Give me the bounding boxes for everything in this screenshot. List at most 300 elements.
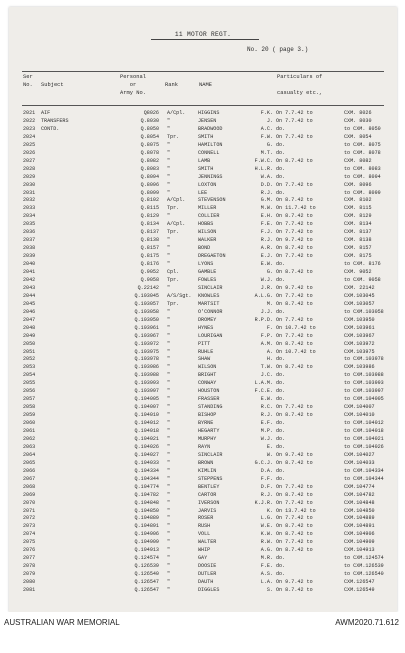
table-row <box>9 309 397 317</box>
cell-on: On 7.7.42 to <box>276 221 313 228</box>
cell-on: do. <box>276 388 286 395</box>
cell-name: FOWLES <box>198 276 217 283</box>
cell-on: On 8.7.42 to <box>276 300 313 307</box>
cell-init: D.F. <box>260 483 273 490</box>
cell-rank: " <box>167 141 171 148</box>
table-row <box>9 190 397 198</box>
cell-rank: " <box>167 467 171 474</box>
cell-cxm: to CXM. 8176 <box>344 261 381 268</box>
cell-init: E.H. <box>260 213 273 220</box>
cell-army: Q.103967 <box>134 332 159 339</box>
cell-rank: " <box>167 356 171 363</box>
cell-name: DUTLER <box>198 571 217 578</box>
cell-name: WHIP <box>198 547 211 554</box>
cell-army: Q.104344 <box>134 475 159 482</box>
cell-init: A.C. <box>260 125 273 132</box>
cell-name: HEGARTY <box>198 428 220 434</box>
cell-rank: " <box>167 499 171 506</box>
cell-army: Q.8138 <box>140 237 159 244</box>
table-row <box>9 571 397 579</box>
cell-on: On 8.7.42 to <box>276 245 313 252</box>
cell-ser: 2056 <box>23 388 36 395</box>
cell-cxm: CXM.103972 <box>344 340 375 347</box>
cell-on: On 7.7.42 to <box>276 117 313 124</box>
table-row <box>9 269 397 277</box>
table-row <box>9 484 397 492</box>
cell-name: SMITH <box>198 133 214 140</box>
cell-rank: " <box>167 173 171 180</box>
cell-init: L.A. <box>260 579 273 586</box>
cell-rank: A/S/Sgt. <box>167 292 192 299</box>
cell-army: Q.8075 <box>140 141 159 148</box>
cell-cxm: to CXM.104012 <box>344 420 384 427</box>
cell-army: Q.103993 <box>134 380 159 387</box>
table-row <box>9 539 397 547</box>
cell-on: On 8.7.42 to <box>276 547 313 554</box>
cell-on: On 8.7.42 to <box>276 157 313 164</box>
cell-init: R.J. <box>260 412 273 419</box>
table-row <box>9 158 397 166</box>
cell-on: On 8.7.42 to <box>276 587 313 593</box>
cell-army: Q.8030 <box>140 117 159 124</box>
table-row <box>9 150 397 158</box>
cell-cxm: to CXM. 8078 <box>344 149 381 156</box>
cell-name: PITT <box>198 340 211 347</box>
cell-army: Q.8129 <box>140 213 159 220</box>
cell-name: BRIGHT <box>198 372 217 379</box>
cell-cxm: CXM.104909 <box>344 539 375 546</box>
cell-init: R.J. <box>260 189 273 196</box>
col-name: NAME <box>199 82 212 88</box>
cell-on: do. <box>276 261 286 268</box>
cell-ser: 2058 <box>23 404 36 411</box>
cell-cxm: CXM.104891 <box>344 523 375 530</box>
cell-ser: 2060 <box>23 420 36 427</box>
cell-cxm: CXM.126547 <box>344 579 375 586</box>
cell-cxm: CXM. 8115 <box>344 205 372 212</box>
cell-on: do. <box>276 149 286 156</box>
cell-army: Q.104005 <box>134 396 159 403</box>
cell-ser: 2073 <box>23 523 36 530</box>
cell-name: SMITH <box>198 165 214 172</box>
cell-ser: 2065 <box>23 459 36 466</box>
cell-on: do. <box>276 428 286 434</box>
table-row <box>9 579 397 587</box>
cell-ser: 2051 <box>23 348 36 355</box>
cell-name: DROMEY <box>198 316 217 323</box>
cell-cxm: CXM.104007 <box>344 404 375 411</box>
cell-rank: " <box>167 396 171 403</box>
cell-ser: 2064 <box>23 451 36 458</box>
table-row <box>9 221 397 229</box>
cell-ser: 2024 <box>23 133 36 140</box>
cell-ser: 2079 <box>23 571 36 578</box>
cell-on: On 8.7.42 to <box>276 531 313 538</box>
cell-cxm: CXM. 8054 <box>344 133 372 140</box>
cell-name: HOUSTON <box>198 388 220 395</box>
cell-ser: 2077 <box>23 555 36 562</box>
cell-rank: " <box>167 579 171 586</box>
page-number: No. 20 ( page 3.) <box>247 46 309 53</box>
cell-cxm: to CXM.124574 <box>344 555 384 562</box>
cell-ser: 2074 <box>23 531 36 538</box>
col-particulars-line2: casualty etc., <box>277 90 323 96</box>
cell-init: R.C. <box>260 404 273 411</box>
cell-name: MURPHY <box>198 435 217 442</box>
cell-ser: 2068 <box>23 483 36 490</box>
cell-init: W. <box>266 451 273 458</box>
cell-on: do. <box>276 308 286 315</box>
cell-on: On 7.7.42 to <box>276 133 313 140</box>
col-particulars <box>277 73 322 97</box>
cell-on: On 8.7.42 to <box>276 459 313 466</box>
cell-army: Q.126547 <box>134 587 159 593</box>
cell-on: On 7.7.42 to <box>276 110 313 116</box>
cell-ser: 2069 <box>23 491 36 498</box>
cell-init: E.W. <box>260 396 273 403</box>
cell-rank: " <box>167 483 171 490</box>
cell-cxm: to CXM.103997 <box>344 388 384 395</box>
table-row <box>9 428 397 436</box>
table-row <box>9 245 397 253</box>
cell-on: do. <box>276 356 286 363</box>
cell-init: J.C. <box>260 372 273 379</box>
cell-ser: 2062 <box>23 435 36 442</box>
cell-name: MARTSIT <box>198 300 220 307</box>
cell-cxm: CXM.104850 <box>344 507 375 514</box>
cell-init: F.C.E. <box>254 388 273 395</box>
cell-ser: 2040 <box>23 261 36 268</box>
cell-cxm: to CXM.104344 <box>344 475 384 482</box>
cell-ser: 2043 <box>23 284 36 291</box>
cell-ser: 2042 <box>23 276 36 283</box>
cell-on: On 7.7.42 to <box>276 316 313 323</box>
cell-cxm: CXM. 22142 <box>344 284 375 291</box>
cell-ser: 2054 <box>23 372 36 379</box>
cell-ser: 2031 <box>23 189 36 196</box>
table-row <box>9 364 397 372</box>
cell-cxm: CXM. 8134 <box>344 221 372 228</box>
cell-cxm: to CXM.126540 <box>344 571 384 578</box>
cell-army: Q.9052 <box>140 269 159 275</box>
cell-on: On 7.7.42 to <box>276 515 313 522</box>
table-row <box>9 110 397 118</box>
table-row <box>9 420 397 428</box>
cell-army: Q.8082 <box>140 157 159 164</box>
cell-ser: 2041 <box>23 269 36 275</box>
table-row <box>9 412 397 420</box>
cell-init: A. <box>266 348 273 355</box>
cell-cxm: CXM.104010 <box>344 412 375 419</box>
document-title <box>9 31 397 38</box>
col-army-no <box>109 73 157 97</box>
cell-army: Q.104913 <box>134 547 159 554</box>
cell-init: A.R. <box>260 245 273 252</box>
cell-rank: " <box>167 117 171 124</box>
cell-rank: " <box>167 571 171 578</box>
cell-init: H.L.R. <box>254 165 273 172</box>
cell-init: L.G. <box>260 515 273 522</box>
cell-army: Q.104334 <box>134 467 159 474</box>
cell-ser: 2049 <box>23 332 36 339</box>
cell-on: On 8.7.42 to <box>276 340 313 347</box>
footer-accession: AWM2020.71.612 <box>335 618 399 627</box>
cell-cxm: CXM. 8082 <box>344 157 372 164</box>
cell-army: Q.8054 <box>140 133 159 140</box>
cell-army: Q.9058 <box>140 276 159 283</box>
cell-rank: " <box>167 404 171 411</box>
cell-cxm: to CXM.103978 <box>344 356 384 363</box>
cell-on: On 8.7.42 to <box>276 269 313 275</box>
cell-on: On 7.7.42 to <box>276 483 313 490</box>
cell-init: F.E. <box>260 563 273 570</box>
cell-cxm: CXM.104848 <box>344 499 375 506</box>
cell-army: Q8026 <box>143 110 159 116</box>
cell-army: Q.104026 <box>134 443 159 450</box>
cell-army: Q.8176 <box>140 261 159 268</box>
cell-init: F.F. <box>260 475 273 482</box>
cell-name: HYNES <box>198 324 214 331</box>
cell-ser: 2037 <box>23 237 36 244</box>
cell-init: K.W. <box>260 531 273 538</box>
cell-cxm: CXM. 8137 <box>344 229 372 236</box>
cell-cxm: CXM. 8096 <box>344 181 372 188</box>
cell-name: DIGGLES <box>198 587 220 593</box>
cell-army: Q.103986 <box>134 364 159 371</box>
table-row <box>9 134 397 142</box>
cell-on: do. <box>276 189 286 196</box>
cell-rank: " <box>167 372 171 379</box>
cell-cxm: CXM.104774 <box>344 483 375 490</box>
cell-init: K. <box>266 507 273 514</box>
cell-cxm: CXM. 9052 <box>344 269 372 275</box>
cell-ser: 2070 <box>23 499 36 506</box>
cell-on: On 7.7.42 to <box>276 253 313 260</box>
cell-army: Q.103972 <box>134 340 159 347</box>
cell-army: Q.104010 <box>134 412 159 419</box>
cell-army: Q.104782 <box>134 491 159 498</box>
cell-name: BYRNE <box>198 420 214 427</box>
cell-cxm: CXM. 8138 <box>344 237 372 244</box>
cell-name: CONWAY <box>198 380 217 387</box>
cell-army: Q.104889 <box>134 515 159 522</box>
cell-on: On 8.7.42 to <box>276 197 313 204</box>
cell-on: On 7.7.42 to <box>276 292 313 299</box>
cell-rank: " <box>167 412 171 419</box>
table-row <box>9 372 397 380</box>
cell-cxm: CXM.103950 <box>344 316 375 323</box>
cell-name: SINCLAIR <box>198 451 223 458</box>
cell-name: RUSH <box>198 523 211 530</box>
table-row <box>9 388 397 396</box>
cell-rank: " <box>167 316 171 323</box>
cell-cxm: to CXM.104005 <box>344 396 384 403</box>
cell-init: J. <box>266 117 273 124</box>
cell-on: do. <box>276 396 286 403</box>
cell-ser: 2045 <box>23 300 36 307</box>
cell-rank: " <box>167 443 171 450</box>
cell-rank: " <box>167 332 171 339</box>
cell-rank: " <box>167 253 171 260</box>
cell-on: On 7.7.42 to <box>276 229 313 236</box>
cell-init: T.W. <box>260 364 273 371</box>
cell-ser: 2028 <box>23 165 36 172</box>
cell-on: On 11.7.42 to <box>276 205 316 212</box>
cell-ser: 2059 <box>23 412 36 419</box>
footer-source: AUSTRALIAN WAR MEMORIAL <box>4 618 120 627</box>
cell-rank: " <box>167 364 171 371</box>
cell-army: Q.103950 <box>134 316 159 323</box>
cell-on: do. <box>276 141 286 148</box>
cell-rank: " <box>167 539 171 546</box>
cell-name: IVERSON <box>198 499 220 506</box>
document-page <box>9 7 397 612</box>
cell-cxm: to CXM.103058 <box>344 308 384 315</box>
cell-name: BENTLEY <box>198 483 220 490</box>
table-row <box>9 277 397 285</box>
cell-init: G.M. <box>260 197 273 204</box>
cell-init: M.W. <box>260 205 273 212</box>
cell-init: W.E. <box>260 523 273 530</box>
cell-on: do. <box>276 372 286 379</box>
cell-on: do. <box>276 443 286 450</box>
cell-init: A.S. <box>260 571 273 578</box>
cell-rank: " <box>167 125 171 132</box>
cell-ser: 2025 <box>23 141 36 148</box>
cell-on: On 10.7.42 to <box>276 324 316 331</box>
cell-on: On 9.7.42 to <box>276 284 313 291</box>
cell-ser: 2048 <box>23 324 36 331</box>
cell-name: WALKER <box>198 237 217 244</box>
cell-on: On 9.7.42 to <box>276 451 313 458</box>
cell-army: Q.104848 <box>134 499 159 506</box>
cell-init: R.P.D. <box>254 316 273 323</box>
cell-init: F.K. <box>260 110 273 116</box>
col-ser-no <box>23 73 33 89</box>
cell-army: Q.8096 <box>140 181 159 188</box>
cell-init: R.J. <box>260 237 273 244</box>
table-row <box>9 563 397 571</box>
cell-cxm: to CXM. 8099 <box>344 189 381 196</box>
cell-name: HIGGINS <box>198 110 220 116</box>
cell-rank: " <box>167 149 171 156</box>
cell-init: G. <box>266 141 273 148</box>
cell-rank: " <box>167 459 171 466</box>
cell-army: Q.8078 <box>140 149 159 156</box>
cell-ser: 2038 <box>23 245 36 252</box>
cell-army: Q.104850 <box>134 507 159 514</box>
cell-on: On 8.7.42 to <box>276 364 313 371</box>
cell-init: E.W. <box>260 261 273 268</box>
cell-army: Q.8115 <box>140 205 159 212</box>
table-row <box>9 523 397 531</box>
cell-name: STEPPENS <box>198 475 223 482</box>
cell-cxm: to CXM. 8050 <box>344 125 381 132</box>
cell-ser: 2032 <box>23 197 36 204</box>
cell-on: do. <box>276 165 286 172</box>
cell-name: JENNINGS <box>198 173 223 180</box>
cell-name: WILSON <box>198 229 217 236</box>
cell-rank: " <box>167 213 171 220</box>
cell-name: STEVENSON <box>198 197 226 204</box>
cell-army: Q.103997 <box>134 388 159 395</box>
cell-init: A.L.G. <box>254 292 273 299</box>
cell-cxm: CXM. 8026 <box>344 110 372 116</box>
cell-ser: 2067 <box>23 475 36 482</box>
cell-army: Q.103988 <box>134 372 159 379</box>
cell-on: do. <box>276 467 286 474</box>
cell-army: Q.22142 <box>137 284 159 291</box>
table-row <box>9 126 397 134</box>
cell-rank: " <box>167 451 171 458</box>
footer <box>0 612 405 653</box>
cell-name: LOXTON <box>198 181 217 188</box>
cell-name: FRASSER <box>198 396 220 403</box>
cell-rank: Tpr. <box>167 229 180 236</box>
cell-name: BOND <box>198 245 211 252</box>
cell-name: LOURIGAN <box>198 332 223 339</box>
cell-ser: 2076 <box>23 547 36 554</box>
cell-rank: " <box>167 237 171 244</box>
table-row <box>9 349 397 357</box>
cell-ser: 2075 <box>23 539 36 546</box>
cell-on: do. <box>276 380 286 387</box>
col-army-line2: or <box>129 82 137 88</box>
cell-name: DREGAETON <box>198 253 226 260</box>
cell-ser: 2052 <box>23 356 36 363</box>
cell-name: CONNELL <box>198 149 220 156</box>
cell-ser: 2071 <box>23 507 36 514</box>
cell-army: Q.8083 <box>140 165 159 172</box>
cell-on: do. <box>276 276 286 283</box>
cell-init: D.D. <box>260 181 273 188</box>
cell-name: BISHOP <box>198 412 217 419</box>
header-rule-top <box>22 71 384 72</box>
cell-init: F.W. <box>260 133 273 140</box>
cell-init: R.W. <box>260 539 273 546</box>
cell-name: BRADWOOD <box>198 125 223 132</box>
col-no-label: No. <box>23 82 33 88</box>
table-row <box>9 460 397 468</box>
cell-rank: Cpl. <box>167 269 180 275</box>
cell-ser: 2029 <box>23 173 36 180</box>
cell-ser: 2072 <box>23 515 36 522</box>
cell-name: HAMILTON <box>198 141 223 148</box>
cell-rank: " <box>167 555 171 562</box>
cell-cxm: CXM.104889 <box>344 515 375 522</box>
table-row <box>9 444 397 452</box>
cell-init: F.J. <box>260 229 273 236</box>
cell-rank: " <box>167 181 171 188</box>
cell-cxm: to CXM. 8075 <box>344 141 381 148</box>
table-row <box>9 476 397 484</box>
table-row <box>9 205 397 213</box>
table-row <box>9 317 397 325</box>
cell-rank: " <box>167 475 171 482</box>
cell-rank: " <box>167 491 171 498</box>
col-army-line3: Army No. <box>120 90 146 96</box>
cell-rank: Tpr. <box>167 300 180 307</box>
cell-ser: 2078 <box>23 563 36 570</box>
cell-on: do. <box>276 555 286 562</box>
cell-ser: 2022 <box>23 117 36 124</box>
table-row <box>9 547 397 555</box>
table-row <box>9 301 397 309</box>
cell-rank: " <box>167 420 171 427</box>
table-row <box>9 380 397 388</box>
cell-init: J.J. <box>260 308 273 315</box>
cell-cxm: to CXM.104026 <box>344 443 384 450</box>
